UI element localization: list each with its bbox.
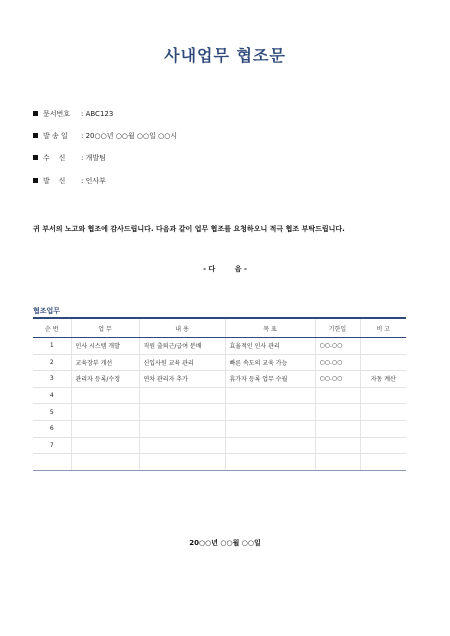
table-cell xyxy=(71,420,139,437)
document-title: 사내업무 협조문 xyxy=(164,46,286,65)
square-bullet-icon xyxy=(33,133,38,138)
meta-recipient xyxy=(33,153,106,163)
table-cell xyxy=(139,437,225,454)
table-cell xyxy=(360,338,406,355)
table-cell xyxy=(71,437,139,454)
header-cell: 순 번 xyxy=(33,318,71,338)
table-cell xyxy=(33,454,71,471)
meta-value: : 인사부 xyxy=(81,177,106,185)
meta-label: 수 신 xyxy=(43,154,66,162)
table-cell: ○○.○○ xyxy=(315,371,360,388)
header-cell: 비 고 xyxy=(360,318,406,338)
table-cell: 빠른 속도의 교육 가능 xyxy=(225,354,315,371)
table-header-row xyxy=(33,318,406,338)
cooperation-table xyxy=(33,317,406,471)
next-heading: - 다 음 - xyxy=(203,265,247,273)
table-cell: 연차 관리자 추가 xyxy=(139,371,225,388)
table-cell: 6 xyxy=(33,420,71,437)
table-cell: 자동 계산 xyxy=(360,371,406,388)
footer-date: 20○○년 ○○월 ○○일 xyxy=(189,539,261,547)
table-row xyxy=(33,354,406,371)
table-cell xyxy=(360,354,406,371)
table-row xyxy=(33,404,406,421)
header-cell: 내 용 xyxy=(139,318,225,338)
table-cell xyxy=(315,387,360,404)
meta-doc-number xyxy=(33,109,113,119)
table-cell: 인사 시스템 개발 xyxy=(71,338,139,355)
table-cell: ○○.○○ xyxy=(315,338,360,355)
table-cell: 신입사원 교육 관리 xyxy=(139,354,225,371)
meta-sender xyxy=(33,176,106,186)
square-bullet-icon xyxy=(33,155,38,160)
table-cell xyxy=(139,387,225,404)
table-cell xyxy=(360,437,406,454)
table-cell: 7 xyxy=(33,437,71,454)
table-cell: 직원 출퇴근/급여 분배 xyxy=(139,338,225,355)
table-cell xyxy=(139,420,225,437)
table-cell xyxy=(315,420,360,437)
table-row xyxy=(33,387,406,404)
section-label: 협조업무 xyxy=(33,307,61,315)
table-cell: 4 xyxy=(33,387,71,404)
table-cell: 2 xyxy=(33,354,71,371)
table-row xyxy=(33,338,406,355)
table-cell xyxy=(71,454,139,471)
table-cell: 3 xyxy=(33,371,71,388)
table-cell xyxy=(360,404,406,421)
table-cell xyxy=(71,404,139,421)
request-body-text: 귀 부서의 노고와 협조에 감사드립니다. 다음과 같이 업무 협조를 요청하오니 적극 협조 부탁드립니다. xyxy=(33,225,345,233)
meta-value: : ABC123 xyxy=(81,110,114,118)
table-cell xyxy=(315,404,360,421)
table-cell xyxy=(225,420,315,437)
table-cell: 효율적인 인사 관리 xyxy=(225,338,315,355)
table-cell xyxy=(139,404,225,421)
table-cell xyxy=(360,420,406,437)
table-cell xyxy=(71,387,139,404)
table-cell xyxy=(225,387,315,404)
square-bullet-icon xyxy=(33,178,38,183)
table-cell xyxy=(225,404,315,421)
table-cell xyxy=(139,454,225,471)
header-cell: 기한일 xyxy=(315,318,360,338)
table-cell: 휴가자 등록 업무 수월 xyxy=(225,371,315,388)
meta-value: : 개발팀 xyxy=(81,154,106,162)
meta-label: 발 신 xyxy=(43,177,66,185)
table-row xyxy=(33,420,406,437)
meta-label: 문서번호 xyxy=(43,110,71,118)
table-cell: 교육장부 개선 xyxy=(71,354,139,371)
square-bullet-icon xyxy=(33,111,38,116)
header-cell: 업 무 xyxy=(71,318,139,338)
table-cell xyxy=(360,454,406,471)
header-cell: 목 표 xyxy=(225,318,315,338)
table-cell: ○○.○○ xyxy=(315,354,360,371)
meta-value: : 20○○년 ○○월 ○○일 ○○시 xyxy=(81,132,178,140)
table-cell: 관리자 등록/수정 xyxy=(71,371,139,388)
table-row xyxy=(33,454,406,471)
table-cell xyxy=(360,387,406,404)
table-cell xyxy=(225,454,315,471)
table-cell xyxy=(225,437,315,454)
meta-label: 발 송 일 xyxy=(43,132,68,140)
table-cell: 5 xyxy=(33,404,71,421)
table-cell: 1 xyxy=(33,338,71,355)
meta-send-date xyxy=(33,131,177,141)
table-cell xyxy=(315,437,360,454)
table-row xyxy=(33,371,406,388)
table-row xyxy=(33,437,406,454)
table-cell xyxy=(315,454,360,471)
